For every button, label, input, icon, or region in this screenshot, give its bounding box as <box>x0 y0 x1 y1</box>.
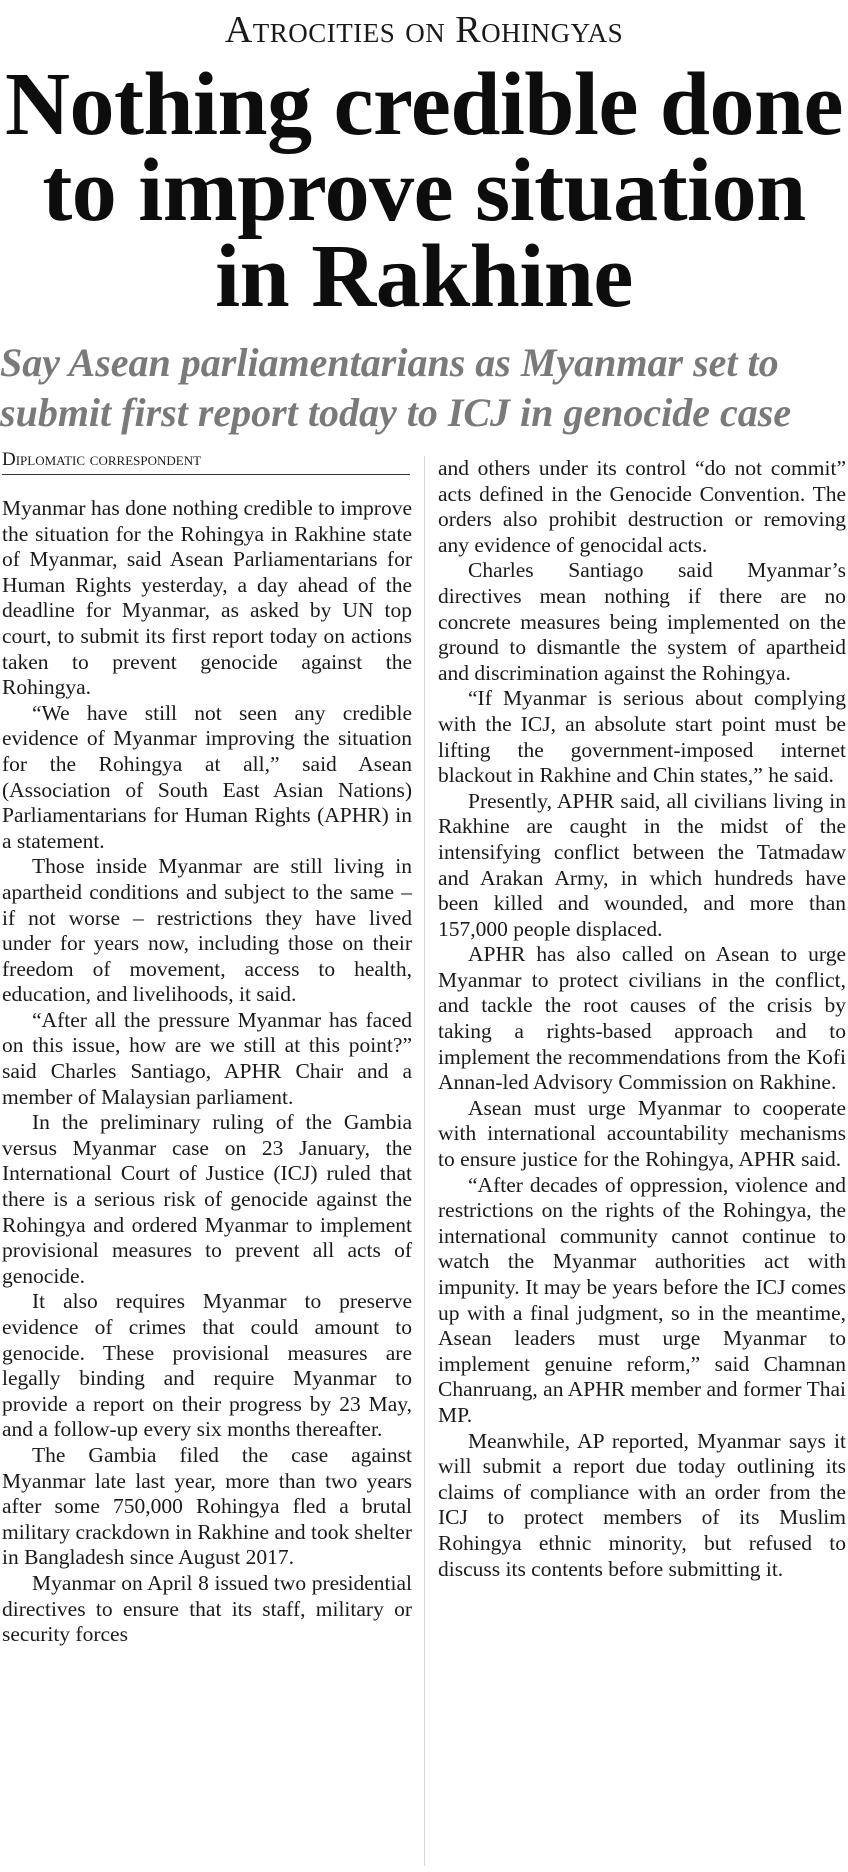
body-paragraph: Those inside Myanmar are still living in apartheid conditions and subject to the same – if not worse – restrictions they have lived under for years now, including those on their freedom of movement, access to health, education, and livelihoods, it said. <box>2 854 412 1007</box>
body-paragraph: and others under its control “do not commit” acts defined in the Genocide Convention. The orders also prohibit destruction or removing any evidence of genocidal acts. <box>438 456 846 557</box>
subheadline-line-1: Say Asean parliamentarians as Myanmar set to <box>0 340 779 385</box>
body-paragraph: “If Myanmar is serious about complying with the ICJ, an absolute start point must be lifting the government-imposed internet blackout in Rakhine and Chin states,” he said. <box>438 686 846 788</box>
article-body-right-column <box>438 456 846 1582</box>
article-subheadline <box>0 338 848 438</box>
article-headline: Nothing credible done to improve situation in Rakhine <box>5 55 843 326</box>
body-paragraph: It also requires Myanmar to preserve evidence of crimes that could amount to genocide. These provisional measures are legally binding and require Myanmar to provide a report on their progress by 23 May, and a follow-up every six months thereafter. <box>2 1289 412 1442</box>
article-kicker: Atrocities on Rohingyas <box>224 9 624 51</box>
column-divider <box>424 456 425 1866</box>
body-paragraph: Myanmar has done nothing credible to improve the situation for the Rohingya in Rakhine state of Myanmar, said Asean Parliamentarians for Human Rights yesterday, a day ahead of the deadline for Myanmar, as asked by UN top court, to submit its first report today on actions taken to prevent genocide against the Rohingya. <box>2 496 412 700</box>
body-paragraph: “After all the pressure Myanmar has faced on this issue, how are we still at this point?” said Charles Santiago, APHR Chair and a member of Malaysian parliament. <box>2 1007 412 1109</box>
article-byline: Diplomatic correspondent <box>2 448 410 475</box>
body-paragraph: Presently, APHR said, all civilians living in Rakhine are caught in the midst of the intensifying conflict between the Tatmadaw and Arakan Army, in which hundreds have been killed and wounded, and more than 157,000 people displaced. <box>438 788 846 941</box>
body-paragraph: APHR has also called on Asean to urge Myanmar to protect civilians in the conflict, and tackle the root causes of the crisis by taking a rights-based approach and to implement the recommendations from the Kofi Annan-led Advisory Commission on Rakhine. <box>438 942 846 1095</box>
body-paragraph: “We have still not seen any credible evidence of Myanmar improving the situation for the Rohingya at all,” said Asean (Association of South East Asian Nations) Parliamentarians for Human Rights (APHR) in a statement. <box>2 700 412 853</box>
body-paragraph: In the preliminary ruling of the Gambia versus Myanmar case on 23 January, the International Court of Justice (ICJ) ruled that there is a serious risk of genocide against the Rohingya and ordered Myanmar to implement provisional measures to prevent all acts of genocide. <box>2 1110 412 1288</box>
body-paragraph: Meanwhile, AP reported, Myanmar says it will submit a report due today outlining its claims of compliance with an order from the ICJ to protect members of its Muslim Rohingya ethnic minority, but refused to discuss its contents before submitting it. <box>438 1428 846 1581</box>
body-paragraph: The Gambia filed the case against Myanmar late last year, more than two years after some 750,000 Rohingya fled a brutal military crackdown in Rakhine and took shelter in Bangladesh since August 2017. <box>2 1442 412 1570</box>
subheadline-line-2: submit first report today to ICJ in genocide case <box>0 390 792 435</box>
body-paragraph: “After decades of oppression, violence and restrictions on the rights of the Rohingya, the international community cannot continue to watch the Myanmar authorities act with impunity. It may be years before the ICJ comes up with a final judgment, so in the meantime, Asean leaders must urge Myanmar to implement genuine reform,” said Chamnan Chanruang, an APHR member and former Thai MP. <box>438 1172 846 1427</box>
body-paragraph: Charles Santiago said Myanmar’s directives mean nothing if there are no concrete measures being implemented on the ground to dismantle the system of apartheid and discrimination against the Rohingya. <box>438 558 846 685</box>
body-paragraph: Asean must urge Myanmar to cooperate with international accountability mechanisms to ensure justice for the Rohingya, APHR said. <box>438 1095 846 1172</box>
article-body-left-column <box>2 496 412 1648</box>
body-paragraph: Myanmar on April 8 issued two presidential directives to ensure that its staff, military or security forces <box>2 1570 412 1647</box>
